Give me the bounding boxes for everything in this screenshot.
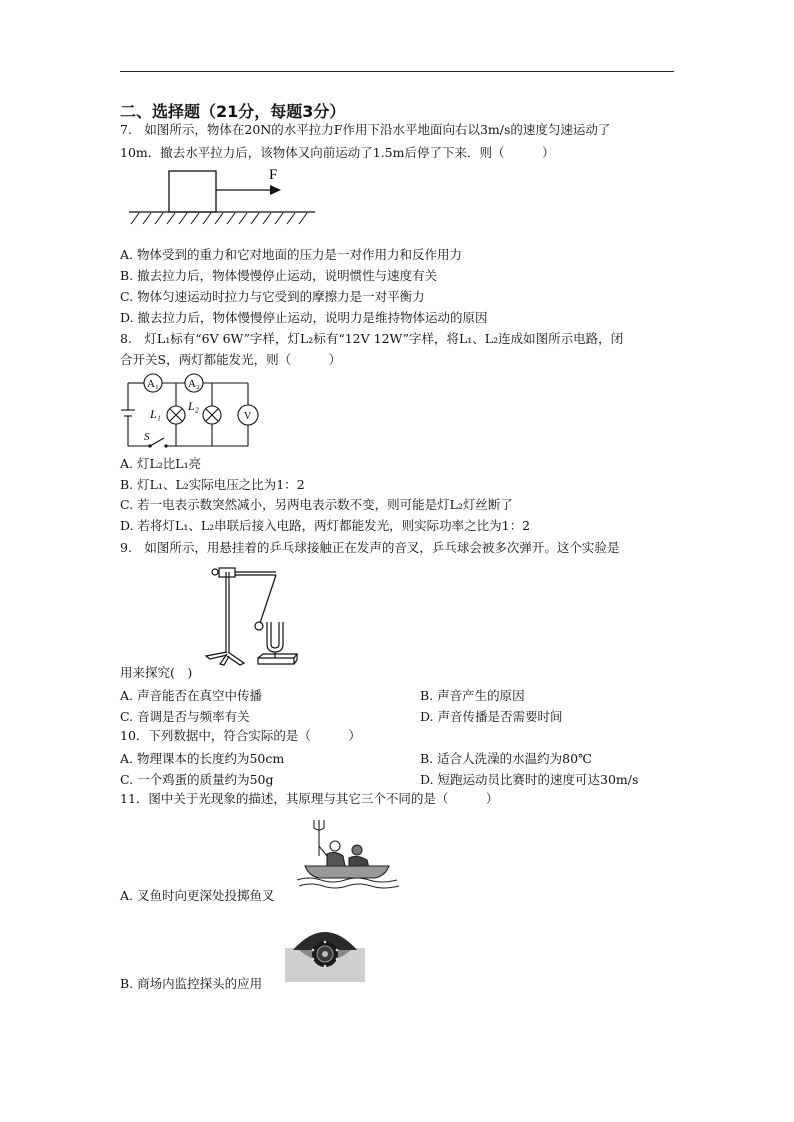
ammeter-a1-label: A₁ xyxy=(147,378,159,390)
q7-block-figure xyxy=(125,165,325,227)
q9-stem-line2: 用来探究( ) xyxy=(120,665,193,680)
q10-option-c[interactable]: C. 一个鸡蛋的质量约为50g xyxy=(120,772,274,787)
switch-label: S xyxy=(144,431,150,443)
q8-option-d[interactable]: D. 若将灯L₁、L₂串联后接入电路，两灯都能发光，则实际功率之比为1：2 xyxy=(120,518,531,533)
q10-option-d[interactable]: D. 短跑运动员比赛时的速度可达30m/s xyxy=(420,772,639,787)
q8-stem-line1: 8. 灯L₁标有“6V 6W”字样，灯L₂标有“12V 12W”字样，将L₁、L₂连成如图所示电路，闭 xyxy=(120,331,624,346)
voltmeter-label: V xyxy=(244,411,252,422)
q9-option-d[interactable]: D. 声音传播是否需要时间 xyxy=(420,709,563,724)
q10-stem: 10．下列数据中，符合实际的是（ ） xyxy=(120,728,361,743)
q8-option-a[interactable]: A. 灯L₂比L₁亮 xyxy=(120,456,202,471)
q9-stem-line1: 9. 如图所示，用悬挂着的乒乓球接触正在发声的音叉，乒乓球会被多次弹开。这个实验是 xyxy=(120,540,620,555)
q7-stem-line2: 10m．撤去水平拉力后，该物体又向前运动了1.5m后停了下来．则（ ） xyxy=(120,145,555,160)
q11-stem: 11．图中关于光现象的描述，其原理与其它三个不同的是（ ） xyxy=(120,791,499,806)
lamp-l2-label: L₂ xyxy=(188,399,199,413)
q7-option-d[interactable]: D. 撤去拉力后，物体慢慢停止运动，说明力是维持物体运动的原因 xyxy=(120,310,488,325)
q7-option-c[interactable]: C. 物体匀速运动时拉力与它受到的摩擦力是一对平衡力 xyxy=(120,289,425,304)
ammeter-a2-label: A₂ xyxy=(188,378,200,390)
q8-circuit-diagram xyxy=(118,372,268,454)
q9-option-a[interactable]: A. 声音能否在真空中传播 xyxy=(120,688,262,703)
q7-option-b[interactable]: B. 撤去拉力后，物体慢慢停止运动，说明惯性与速度有关 xyxy=(120,268,438,283)
force-label: F xyxy=(269,167,278,183)
q7-stem-line1: 7. 如图所示，物体在20N的水平拉力F作用下沿水平地面向右以3m/s的速度匀速运动了 xyxy=(120,122,611,137)
header-rule xyxy=(120,71,674,72)
q11-fishing-image xyxy=(297,816,401,890)
block xyxy=(169,171,216,212)
lamp-l1-label: L₁ xyxy=(150,407,161,421)
q9-option-c[interactable]: C. 音调是否与频率有关 xyxy=(120,709,250,724)
q7-option-a[interactable]: A. 物体受到的重力和它对地面的压力是一对作用力和反作用力 xyxy=(120,247,462,262)
q8-stem-line2: 合开关S，两灯都能发光，则（ ） xyxy=(120,352,342,367)
q8-option-c[interactable]: C. 若一电表示数突然减小，另两电表示数不变，则可能是灯L₂灯丝断了 xyxy=(120,497,513,512)
q9-option-b[interactable]: B. 声音产生的原因 xyxy=(420,688,525,703)
section-title: 二、选择题（21分，每题3分） xyxy=(120,102,346,121)
q10-option-b[interactable]: B. 适合人洗澡的水温约为80℃ xyxy=(420,751,593,766)
q10-option-a[interactable]: A. 物理课本的长度约为50cm xyxy=(120,751,285,766)
q8-option-b[interactable]: B. 灯L₁、L₂实际电压之比为1：2 xyxy=(120,477,305,492)
q9-tuning-fork-figure xyxy=(198,560,298,670)
q11-option-a[interactable]: A. 叉鱼时向更深处投掷鱼叉 xyxy=(120,888,275,903)
q11-option-b[interactable]: B. 商场内监控探头的应用 xyxy=(120,976,263,991)
q11-camera-image xyxy=(285,920,365,982)
